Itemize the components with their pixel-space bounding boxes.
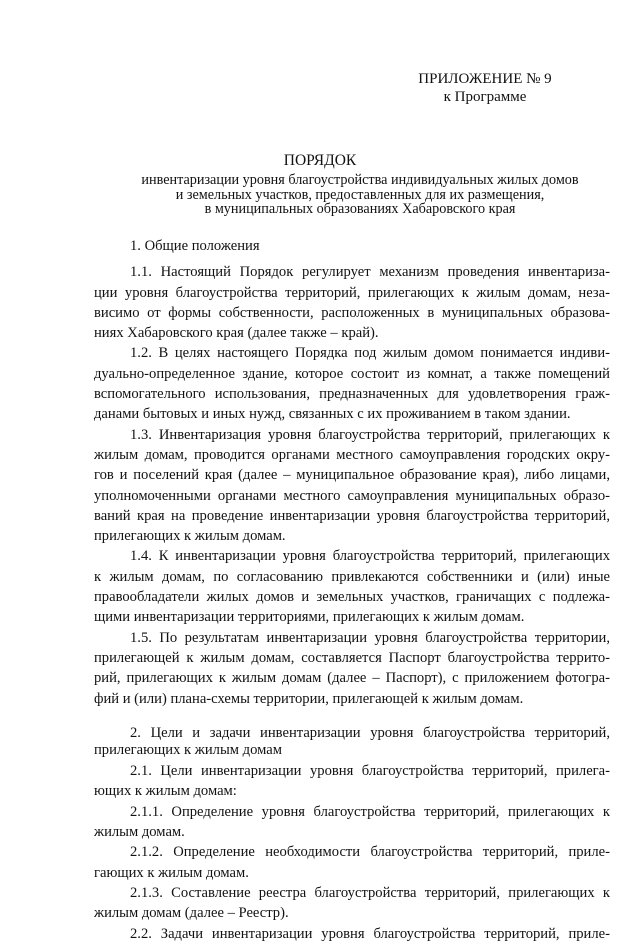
appendix-program: к Программе xyxy=(443,89,527,105)
text-line: ниях Хабаровского края (далее также – край). xyxy=(94,325,379,342)
text-line: ваний края на проведение инвентаризации уровня благоустройства территорий, xyxy=(94,507,610,524)
document-title: ПОРЯДОК xyxy=(283,152,357,169)
text-line: гающих к жилым домам. xyxy=(94,864,249,881)
section-heading: 2. Цели и задачи инвентаризации уровня благоустройства территорий, xyxy=(130,724,610,741)
section-heading: 1. Общие положения xyxy=(130,238,260,254)
text-line: к жилым домам, по согласованию привлекаются собственники и (или) иные xyxy=(94,568,610,585)
text-line: висимо от формы собственности, расположенных в муниципальных образова- xyxy=(94,304,610,321)
subtitle-line: инвентаризации уровня благоустройства индивидуальных жилых домов xyxy=(141,172,579,188)
document-body xyxy=(94,236,610,944)
text-line: 2.1.3. Составление реестра благоустройства территорий, прилегающих к xyxy=(130,884,610,901)
text-line: 1.5. По результатам инвентаризации уровня благоустройства территории, xyxy=(130,629,610,646)
text-line: 1.4. К инвентаризации уровня благоустройства территорий, прилегающих xyxy=(130,548,610,565)
text-line: 2.1.2. Определение необходимости благоустройства территорий, приле- xyxy=(130,844,610,861)
text-line: жилым домам, проводится органами местного самоуправления городских окру- xyxy=(94,446,610,463)
text-line: ющих к жилым домам: xyxy=(94,783,237,800)
text-line: рий, прилегающих к жилым домам (далее – Паспорт), с приложением фотогра- xyxy=(94,670,610,687)
text-line: прилегающей к жилым домам, составляется Паспорт благоустройства террито- xyxy=(94,649,610,666)
text-line: 1.2. В целях настоящего Порядка под жилым домом понимается индиви- xyxy=(130,345,610,362)
text-line: 1.3. Инвентаризация уровня благоустройства территорий, прилегающих к xyxy=(130,426,610,443)
text-line: уполномоченными органами местного самоуправления муниципальных образо- xyxy=(94,487,610,504)
text-line: фий и (или) плана-схемы территории, прилегающей к жилым домам. xyxy=(94,690,524,707)
text-line: 1.1. Настоящий Порядок регулирует механизм проведения инвентаризa- xyxy=(130,264,610,281)
appendix-number: ПРИЛОЖЕНИЕ № 9 xyxy=(418,71,552,87)
text-line: вспомогательного использования, предназначенных для удовлетворения граж- xyxy=(94,386,610,403)
appendix-label xyxy=(400,70,570,106)
subtitle-line: и земельных участков, предоставленных для их размещения, xyxy=(175,186,545,203)
text-line: данами бытовых и иных нужд, связанных с их проживанием в таком здании. xyxy=(94,406,571,423)
text-line: 2.1. Цели инвентаризации уровня благоустройства территорий, прилега- xyxy=(130,763,610,780)
subtitle-line: в муниципальных образованиях Хабаровского края xyxy=(204,201,516,217)
text-line: 2.2. Задачи инвентаризации уровня благоустройства территорий, приле- xyxy=(130,925,610,942)
document-subtitle xyxy=(100,173,620,217)
section-heading: прилегающих к жилым домам xyxy=(94,742,282,759)
text-line: гов и поселений края (далее – муниципальное образование края), либо лицами, xyxy=(94,467,610,484)
text-line: дуально-определенное здание, которое состоит из комнат, а также помещений xyxy=(94,365,610,382)
text-line: прилегающих к жилым домам. xyxy=(94,528,286,545)
text-line: жилым домам. xyxy=(94,824,185,841)
text-line: правообладатели жилых домов и земельных участков, граничащих с подлежа- xyxy=(94,589,610,606)
text-line: ции уровня благоустройства территорий, прилегающих к жилым домам, неза- xyxy=(94,284,610,301)
text-line: щими инвентаризации территориями, прилегающих к жилым домам. xyxy=(94,609,525,626)
text-line: жилым домам (далее – Реестр). xyxy=(94,905,289,922)
text-line: 2.1.1. Определение уровня благоустройства территорий, прилегающих к xyxy=(130,803,610,820)
